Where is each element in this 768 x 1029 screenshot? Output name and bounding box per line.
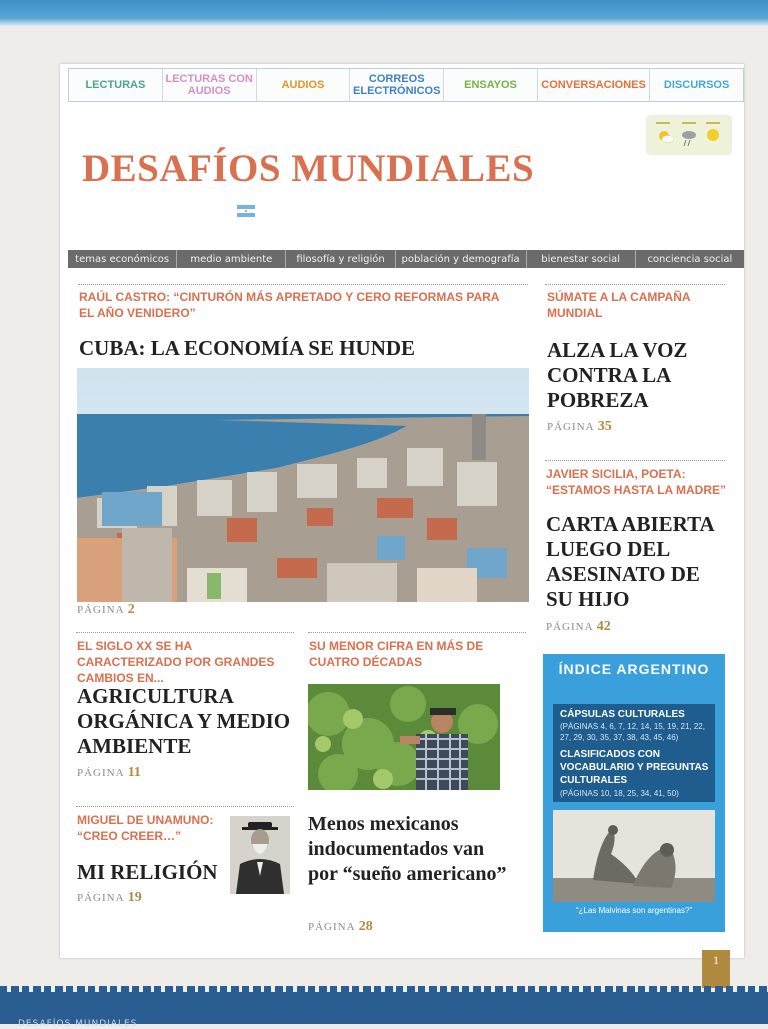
nav-lecturas-con-audios[interactable]: LECTURAS CON AUDIOS — [163, 69, 257, 101]
category-medio-ambiente[interactable]: medio ambiente — [177, 250, 286, 268]
weather-icon — [647, 116, 731, 154]
category-poblacion[interactable]: población y demografía — [396, 250, 527, 268]
sicilia-page-ref — [546, 619, 611, 635]
nav-ensayos[interactable]: ENSAYOS — [444, 69, 538, 101]
clasificados-pages: (PÁGINAS 10, 18, 25, 34, 41, 50) — [560, 789, 679, 798]
worker-photo — [308, 684, 500, 790]
footer-title: DESAFÍOS MUNDIALES — [18, 1019, 138, 1029]
sicilia-kicker: JAVIER SICILIA, POETA: “ESTAMOS HASTA LA MADRE” — [546, 467, 726, 497]
divider — [76, 632, 294, 633]
mexicanos-page-ref — [308, 919, 373, 935]
agricultura-kicker: EL SIGLO XX SE HA CARACTERIZADO POR GRANDES CAMBIOS EN... — [77, 639, 275, 685]
category-temas-economicos[interactable]: temas económicos — [68, 250, 177, 268]
cuba-page-ref — [77, 602, 135, 618]
top-nav — [68, 68, 744, 102]
pobreza-page-ref — [547, 419, 612, 435]
category-bar — [68, 250, 744, 268]
clasificados-title[interactable]: CLASIFICADOS CON VOCABULARIO Y PREGUNTAS CULTURALES — [560, 749, 709, 786]
indice-caption: “¿Las Malvinas son argentinas?” — [575, 906, 693, 915]
cuba-headline[interactable]: CUBA: LA ECONOMÍA SE HUNDE — [79, 336, 416, 360]
page-label: PÁGINA — [77, 604, 124, 616]
pobreza-kicker: SÚMATE A LA CAMPAÑA MUNDIAL — [547, 290, 691, 320]
page-label: PÁGINA — [547, 421, 594, 433]
agricultura-page-ref — [77, 765, 141, 781]
unamuno-headline[interactable]: MI RELIGIÓN — [77, 860, 218, 884]
capsulas-title[interactable]: CÁPSULAS CULTURALES — [560, 709, 685, 720]
page-number: 28 — [358, 919, 373, 934]
page-label: PÁGINA — [77, 767, 124, 779]
category-filosofia[interactable]: filosofía y religión — [286, 250, 395, 268]
unamuno-portrait — [230, 816, 290, 894]
page-label: PÁGINA — [77, 892, 124, 904]
page-number: 2 — [127, 602, 135, 617]
seals-photo — [553, 810, 715, 902]
divider — [545, 460, 725, 461]
nav-conversaciones[interactable]: CONVERSACIONES — [538, 69, 650, 101]
unamuno-kicker: MIGUEL DE UNAMUNO: “CREO CREER…” — [77, 813, 214, 843]
divider — [545, 284, 725, 285]
capsulas-pages: (PÁGINAS 4, 6, 7, 12, 14, 15, 19, 21, 22, 27, 29, 30, 35, 37, 38, 43, 45, 46) — [560, 722, 705, 742]
page-number: 42 — [596, 619, 611, 634]
argentina-flag-icon — [237, 205, 255, 217]
agricultura-headline[interactable]: AGRICULTURA ORGÁNICA Y MEDIO AMBIENTE — [77, 684, 291, 758]
indice-argentino-box — [543, 654, 725, 932]
page-number: 19 — [127, 890, 142, 905]
unamuno-page-ref — [77, 890, 142, 906]
divider — [308, 632, 526, 633]
divider — [78, 284, 528, 285]
mexicanos-headline[interactable]: Menos mexicanos indocumentados van por “sueño americano” — [308, 813, 507, 885]
category-conciencia[interactable]: conciencia social — [647, 253, 733, 265]
nav-correos[interactable]: CORREOS ELECTRÓNICOS — [350, 69, 444, 101]
havana-photo — [77, 368, 529, 602]
page-number: 11 — [127, 765, 141, 780]
nav-audios[interactable]: AUDIOS — [257, 69, 351, 101]
page-label: PÁGINA — [546, 621, 593, 633]
top-color-band — [0, 0, 768, 26]
masthead-title: DESAFÍOS MUNDIALES — [82, 147, 535, 190]
weather-widget — [647, 116, 731, 154]
pobreza-headline[interactable]: ALZA LA VOZ CONTRA LA POBREZA — [547, 338, 688, 412]
page-number: 35 — [597, 419, 612, 434]
cuba-kicker: RAÚL CASTRO: “CINTURÓN MÁS APRETADO Y CERO REFORMAS PARA EL AÑO VENIDERO” — [79, 290, 500, 320]
magazine-page — [60, 64, 744, 958]
category-bienestar[interactable]: bienestar social — [527, 250, 636, 268]
divider — [76, 806, 294, 807]
mexicanos-kicker: SU MENOR CIFRA EN MÁS DE CUATRO DÉCADAS — [309, 639, 484, 669]
nav-discursos[interactable]: DISCURSOS — [663, 79, 730, 91]
nav-lecturas[interactable]: LECTURAS — [69, 69, 163, 101]
indice-title: ÍNDICE ARGENTINO — [558, 661, 710, 677]
page-label: PÁGINA — [308, 921, 355, 933]
indice-contents — [553, 704, 715, 802]
sicilia-headline[interactable]: CARTA ABIERTA LUEGO DEL ASESINATO DE SU HIJO — [546, 512, 714, 611]
page-number-tab: 1 — [702, 950, 730, 988]
band-edge — [0, 986, 768, 994]
